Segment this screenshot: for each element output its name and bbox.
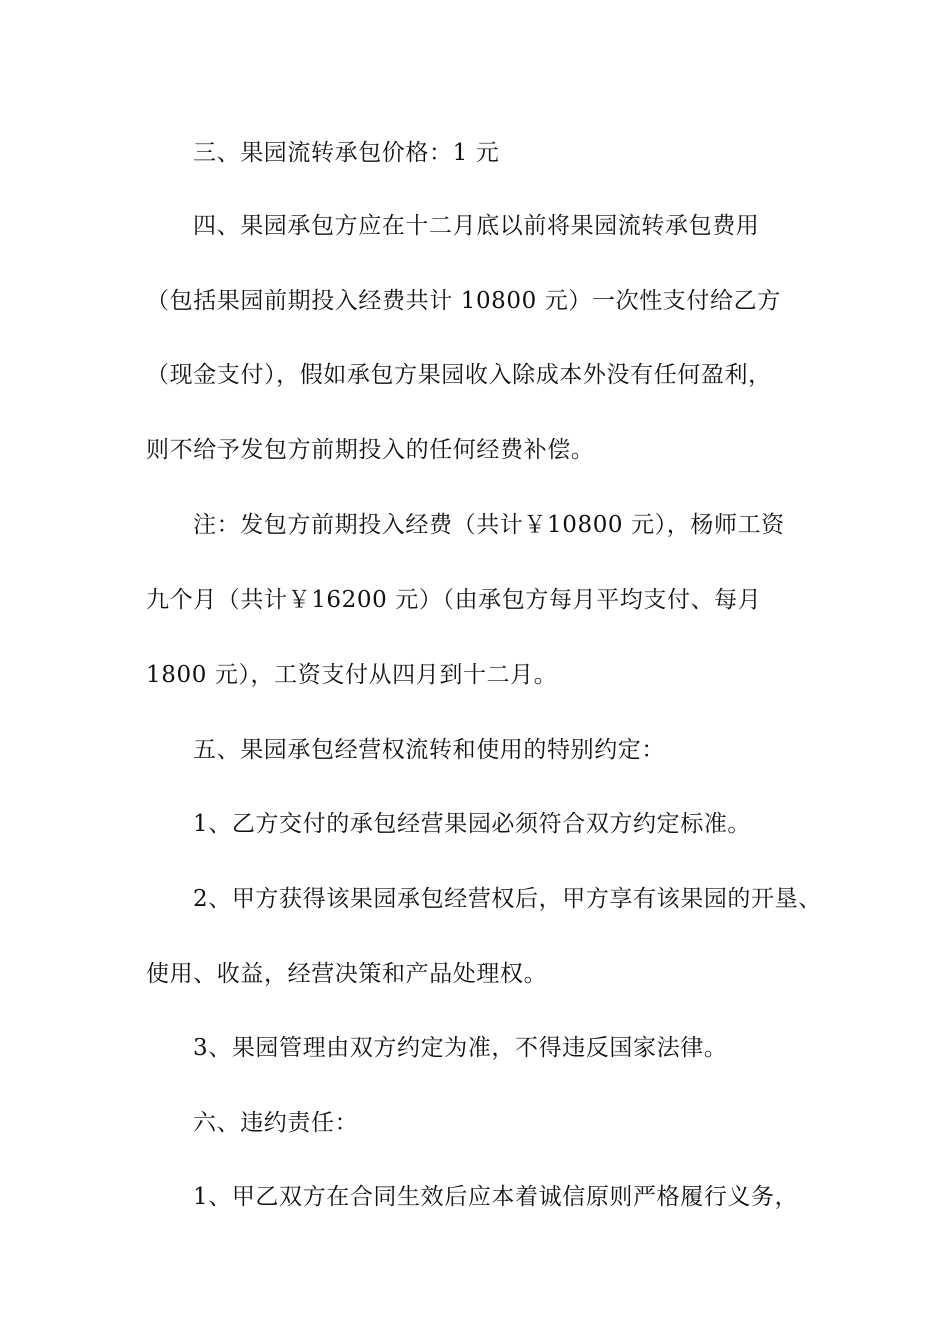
section-4-line-4: 则不给予发包方前期投入的任何经费补偿。: [146, 437, 595, 463]
section-5-item-1: 1、乙方交付的承包经营果园必须符合双方约定标准。: [193, 811, 752, 837]
note-line-2: 九个月（共计￥16200 元）（由承包方每月平均支付、每月: [146, 587, 762, 613]
note-line-1: 注：发包方前期投入经费（共计￥10800 元），杨师工资: [193, 512, 785, 538]
section-6-item-1: 1、甲乙双方在合同生效后应本着诚信原则严格履行义务，: [193, 1184, 799, 1210]
section-3-price: 三、果园流转承包价格：1 元: [193, 140, 500, 166]
section-5-item-2-line-2: 使用、收益，经营决策和产品处理权。: [146, 961, 548, 987]
note-line-3: 1800 元），工资支付从四月到十二月。: [146, 662, 558, 688]
section-5-heading: 五、果园承包经营权流转和使用的特别约定：: [193, 737, 665, 763]
section-4-line-3: （现金支付），假如承包方果园收入除成本外没有任何盈利，: [146, 362, 772, 388]
section-5-item-2-line-1: 2、甲方获得该果园承包经营权后，甲方享有该果园的开垦、: [193, 886, 822, 912]
section-5-item-3: 3、果园管理由双方约定为准，不得违反国家法律。: [193, 1035, 728, 1061]
section-4-line-2: （包括果园前期投入经费共计 10800 元）一次性支付给乙方: [146, 288, 781, 314]
section-4-line-1: 四、果园承包方应在十二月底以前将果园流转承包费用: [193, 213, 760, 239]
section-6-heading: 六、违约责任：: [193, 1110, 359, 1136]
